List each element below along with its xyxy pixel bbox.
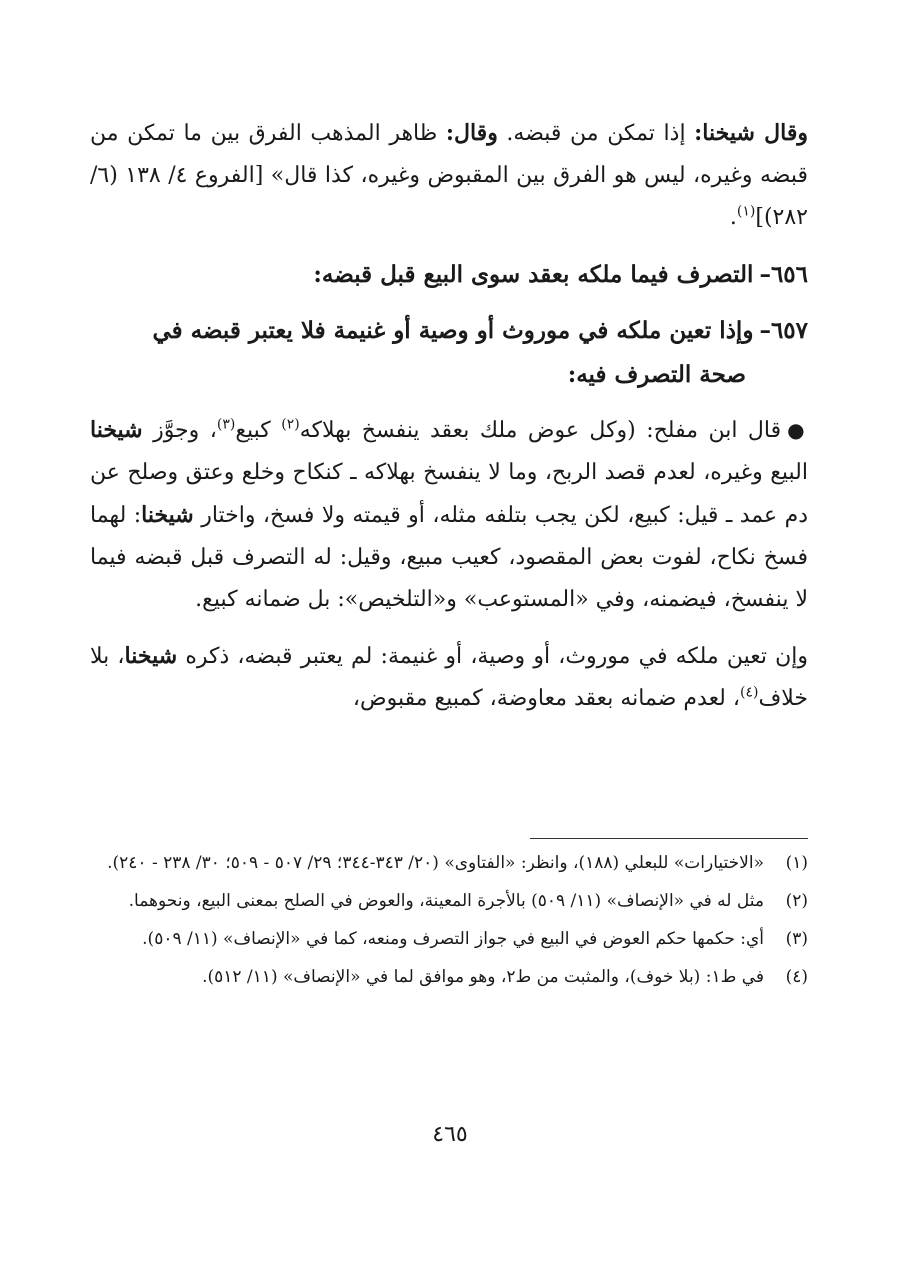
footnote-item: [90, 846, 808, 880]
footnote-text: في ط١: (بلا خوف)، والمثبت من ط٢، وهو موافق لما في «الإنصاف» (١١/ ٥١٢).: [202, 967, 764, 987]
section-number: ٦٥٦–: [759, 261, 808, 288]
footnote-number: (٢): [785, 891, 808, 911]
footnote-ref[interactable]: (٤): [739, 684, 759, 701]
text-run: : لهما فسخ نكاح، لفوت بعض المقصود، كعيب مبيع، وقيل: له التصرف قبل قبضه فيما لا ينفسخ، فيضمنه، وفي «المستوعب» و«التلخيص»: بل ضمانه كبيع.: [90, 503, 808, 612]
text-run: ظاهر المذهب الفرق بين ما تمكن من قبضه وغيره، ليس هو الفرق بين المقبوض وغيره، كذا قال» [الفروع ٤/ ١٣٨ (٦/ ٢٨٢)]: [90, 121, 809, 230]
section-heading-656: [90, 253, 808, 297]
paragraph-quote-end: [90, 112, 808, 239]
footnotes: [90, 846, 808, 998]
footnote-text: أي: حكمها حكم العوض في البيع في جواز التصرف ومنعه، كما في «الإنصاف» (١١/ ٥٠٩).: [142, 929, 764, 949]
text-run: كبيع: [235, 418, 282, 443]
section-heading-657: [90, 309, 808, 397]
bullet-icon: ●: [787, 418, 808, 442]
text-run: وإن تعين ملكه في موروث، أو وصية، أو غنيمة: لم يعتبر قبضه، ذكره: [177, 644, 809, 669]
page-number: ٤٦٥: [432, 1122, 468, 1147]
footnote-divider: [530, 838, 808, 839]
section-title: وإذا تعين ملكه في موروث أو وصية أو غنيمة فلا يعتبر قبضه في: [152, 317, 754, 344]
main-text: [90, 112, 808, 734]
text-run: ، وجوَّز: [142, 418, 217, 443]
footnote-number: (٣): [785, 929, 808, 949]
footnote-item: [90, 922, 808, 956]
footnote-ref[interactable]: (٣): [216, 416, 236, 433]
shaykh-emphasis: شيخنا: [124, 643, 178, 669]
text-run: ، لعدم ضمانه بعقد معاوضة، كمبيع مقبوض،: [352, 686, 740, 711]
footnote-number: (٤): [785, 967, 808, 987]
footnote-text: «الاختيارات» للبعلي (١٨٨)، وانظر: «الفتاوى» (٢٠/ ٣٤٣-٣٤٤؛ ٢٩/ ٥٠٧ - ٥٠٩؛ ٣٠/ ٢٣٨ - ٢٤٠).: [107, 853, 764, 873]
text-run: ، بلا خلاف: [90, 644, 808, 711]
text-run: إذا تمكن من قبضه.: [497, 121, 695, 146]
section-number: ٦٥٧–: [759, 317, 808, 344]
footnote-item: [90, 884, 808, 918]
footnote-text: مثل له في «الإنصاف» (١١/ ٥٠٩) بالأجرة المعينة، والعوض في الصلح بمعنى البيع، ونحوهما.: [128, 891, 764, 911]
section-title: التصرف فيما ملكه بعقد سوى البيع قبل قبضه:: [313, 261, 754, 288]
speaker-label: وقال:: [445, 120, 498, 146]
text-run: قال ابن مفلح: (وكل عوض ملك بعقد ينفسخ بهلاكه: [299, 418, 782, 443]
paragraph-inheritance: [90, 635, 808, 720]
section-title-continued: صحة التصرف فيه:: [567, 361, 746, 388]
speaker-label: وقال شيخنا:: [694, 120, 808, 146]
shaykh-emphasis: شيخنا: [90, 417, 143, 443]
shaykh-emphasis: شيخنا: [141, 502, 194, 528]
text-run: البيع وغيره، لعدم قصد الربح، وما لا ينفسخ بهلاكه ـ كنكاح وخلع وعتق وصلح عن دم عمد ـ قيل: كبيع، لكن يجب بتلفه مثله، أو قيمته ولا فسخ، واختار: [90, 460, 808, 528]
text-run: .: [729, 205, 737, 230]
footnote-item: [90, 960, 808, 994]
paragraph-ibn-muflih: [90, 409, 808, 621]
footnote-ref[interactable]: (٢): [281, 416, 300, 433]
footnote-ref[interactable]: (١): [736, 203, 756, 220]
footnote-number: (١): [785, 853, 808, 873]
